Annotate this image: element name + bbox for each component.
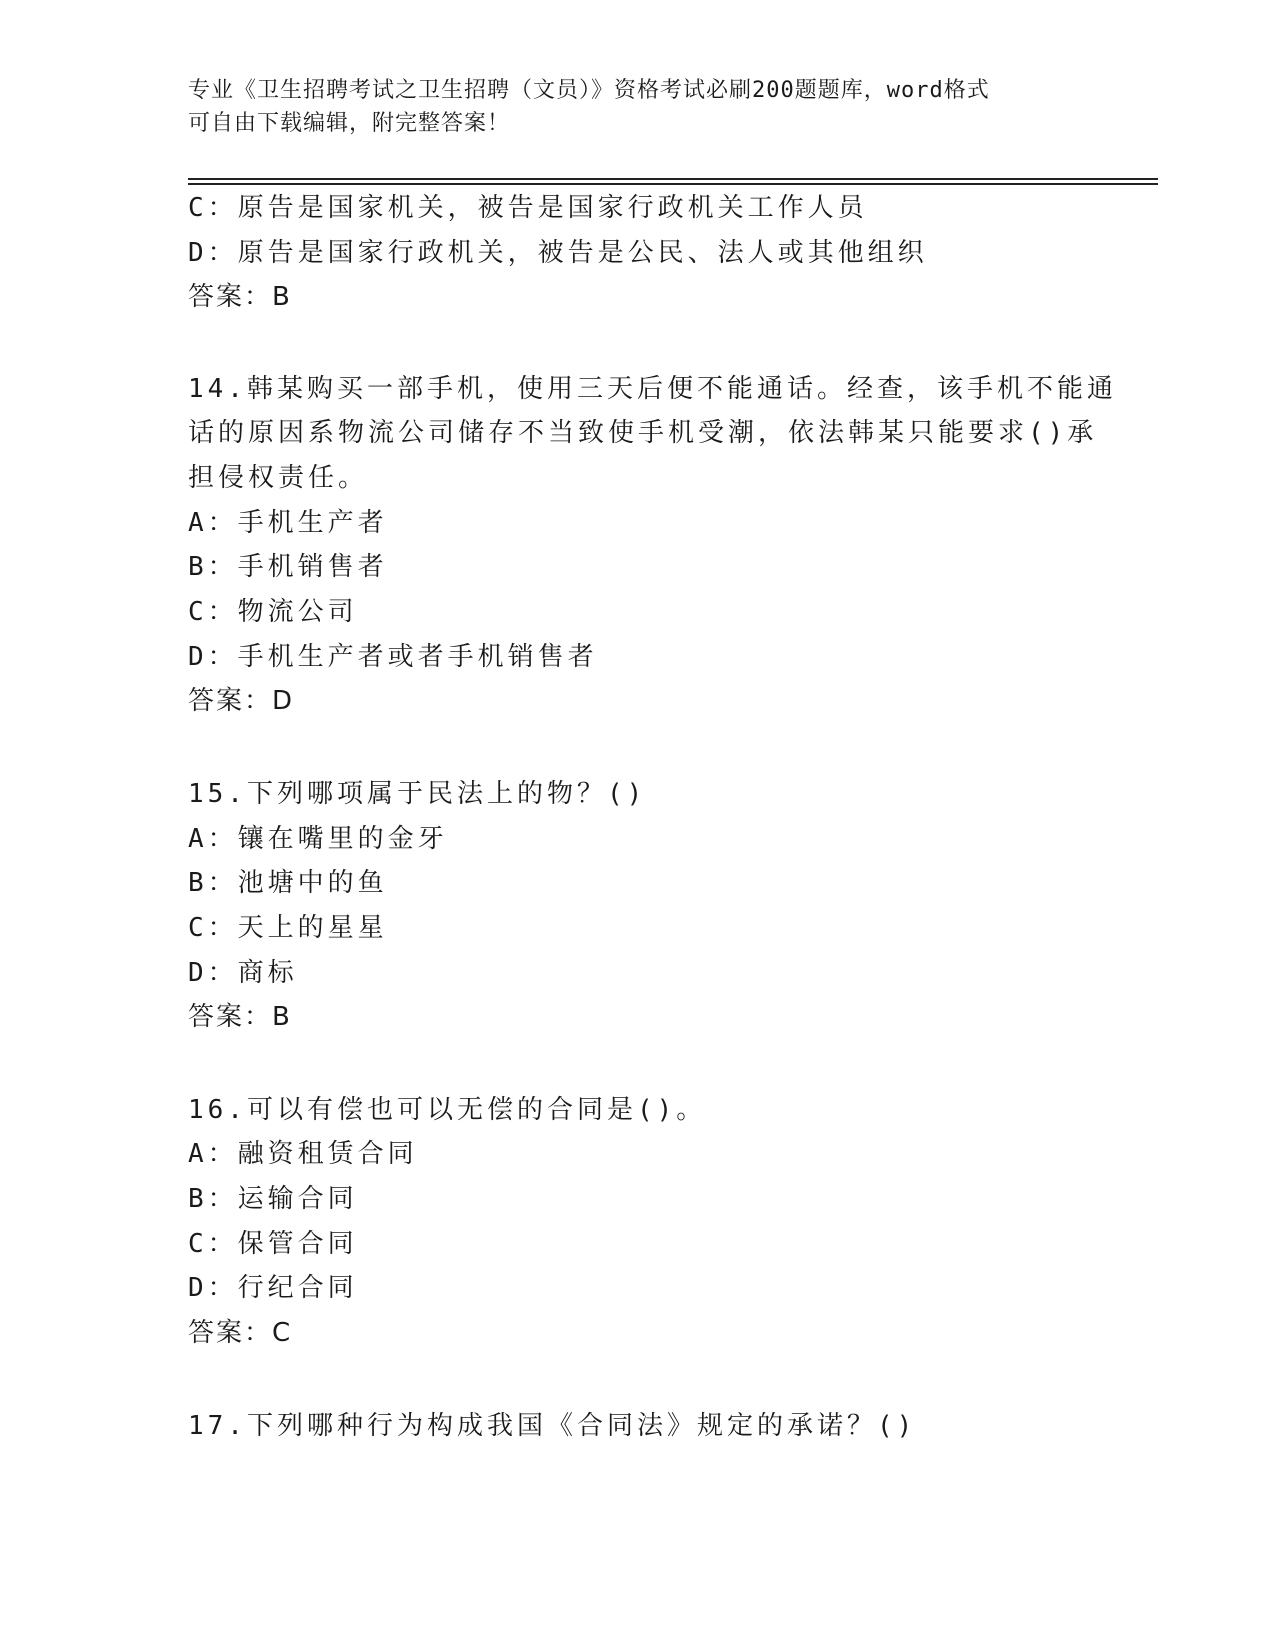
q15-option-a: A：镶在嘴里的金牙 xyxy=(188,824,448,854)
header-line-1: 专业《卫生招聘考试之卫生招聘（文员）》资格考试必刷200题题库，word格式 xyxy=(188,78,990,103)
q15-stem: 15.下列哪项属于民法上的物？() xyxy=(188,779,647,809)
q13-option-d: D：原告是国家行政机关，被告是公民、法人或其他组织 xyxy=(188,238,928,268)
q14-answer: 答案：D xyxy=(188,686,295,716)
q14-option-a: A：手机生产者 xyxy=(188,508,388,538)
q14-option-c: C：物流公司 xyxy=(188,597,358,627)
q17-stem: 17.下列哪种行为构成我国《合同法》规定的承诺？() xyxy=(188,1411,917,1441)
q16-option-b: B：运输合同 xyxy=(188,1184,358,1214)
q16-option-d: D：行纪合同 xyxy=(188,1273,358,1303)
q14-option-b: B：手机销售者 xyxy=(188,552,388,582)
q15-option-b: B：池塘中的鱼 xyxy=(188,868,388,898)
document-header xyxy=(188,74,1088,140)
q16-option-c: C：保管合同 xyxy=(188,1229,358,1259)
header-line-2: 可自由下载编辑，附完整答案！ xyxy=(188,111,511,136)
q14-stem-line-1: 14.韩某购买一部手机，使用三天后便不能通话。经查，该手机不能通 xyxy=(188,374,1117,404)
q13-option-c: C：原告是国家机关，被告是国家行政机关工作人员 xyxy=(188,193,868,223)
q14-option-d: D：手机生产者或者手机销售者 xyxy=(188,642,598,672)
q15-answer: 答案：B xyxy=(188,1002,292,1032)
q16-option-a: A：融资租赁合同 xyxy=(188,1139,418,1169)
header-rule-top xyxy=(188,178,1158,180)
q14-stem-line-3: 担侵权责任。 xyxy=(188,463,369,493)
q16-stem: 16.可以有偿也可以无偿的合同是()。 xyxy=(188,1095,707,1125)
q15-option-c: C：天上的星星 xyxy=(188,913,388,943)
q15-option-d: D：商标 xyxy=(188,958,298,988)
q14-stem-line-2: 话的原因系物流公司储存不当致使手机受潮，依法韩某只能要求()承 xyxy=(188,418,1098,448)
q16-answer: 答案：C xyxy=(188,1318,293,1348)
q13-answer: 答案：B xyxy=(188,282,292,312)
